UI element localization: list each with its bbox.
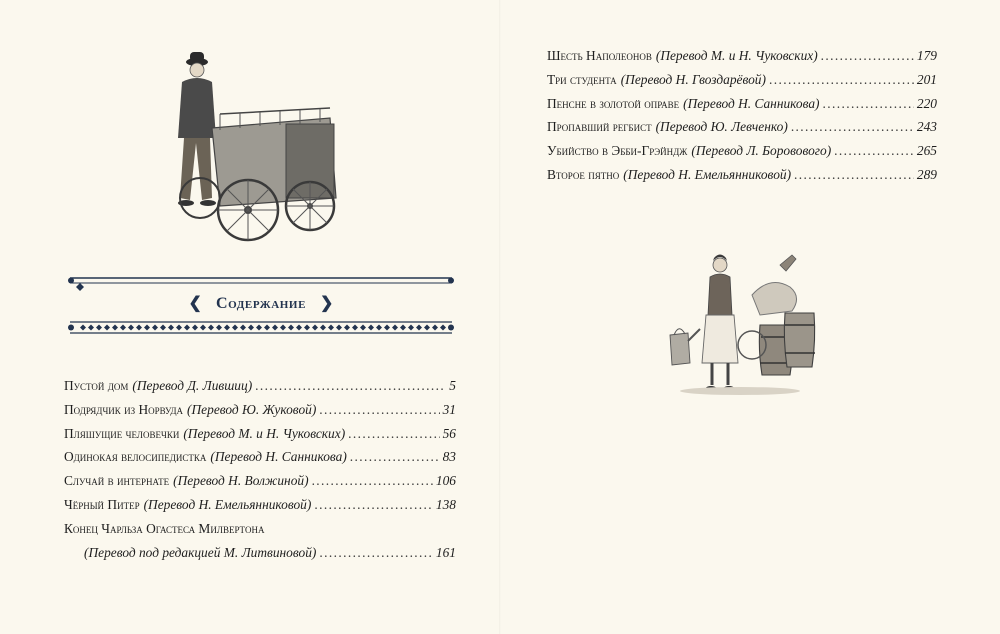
toc-entry-page: 161 — [435, 544, 456, 560]
toc-entry-page: 5 — [449, 378, 456, 393]
toc-entry-title: Одинокая велосипедистка — [64, 449, 207, 465]
toc-leader — [319, 545, 433, 561]
toc-entry-title: Второе пятно — [547, 166, 620, 182]
ornament-bead — [296, 325, 302, 331]
ornament-bead — [320, 325, 326, 331]
ornament-bead — [424, 325, 430, 331]
ornament-bead — [376, 325, 382, 331]
toc-leader — [823, 96, 914, 112]
ornament-bead — [280, 325, 286, 331]
ornament-bead — [256, 325, 262, 331]
toc-entry — [64, 497, 456, 521]
chevron-right-icon: ❯ — [320, 295, 334, 312]
ornament-bead — [360, 325, 366, 331]
ornament-bead — [152, 325, 158, 331]
toc-entry-translator: (Перевод Н. Емельянниковой) — [143, 496, 312, 512]
toc-entry — [547, 96, 937, 120]
cart-illustration — [160, 48, 350, 248]
chevron-left-icon: ❮ — [188, 295, 202, 312]
toc-entry — [547, 167, 937, 191]
ornament-bead — [200, 325, 206, 331]
ornament-bead — [216, 325, 222, 331]
toc-leader — [314, 497, 433, 513]
ornament-bead — [176, 325, 182, 331]
toc-entry-translator: (Перевод Н. Волжиной) — [173, 473, 309, 489]
toc-leader — [350, 449, 440, 465]
toc-entry-title: Пустой дом — [64, 378, 129, 393]
right-page — [500, 0, 1000, 634]
toc-entry-title: Случай в интернате — [64, 473, 170, 489]
toc-left-list — [64, 378, 456, 568]
ornament-rule-bottom — [68, 318, 454, 338]
toc-entry-translator: (Перевод Н. Санникова) — [210, 449, 347, 465]
ornament-bead — [104, 325, 110, 331]
ornament-bead — [312, 325, 318, 331]
toc-entry-translator: (Перевод Н. Емельянниковой) — [623, 166, 792, 182]
toc-entry-page: 83 — [442, 449, 456, 465]
ornament-bead — [240, 325, 246, 331]
ornament-bead — [416, 325, 422, 331]
toc-entry — [64, 426, 456, 450]
toc-leader — [319, 402, 439, 418]
toc-entry-page: 220 — [916, 95, 937, 111]
ornament-bead — [304, 325, 310, 331]
ornament-bead — [392, 325, 398, 331]
toc-entry-page: 106 — [435, 473, 456, 489]
ornament-bead — [160, 325, 166, 331]
toc-entry-page: 201 — [916, 71, 937, 87]
toc-entry-page: 265 — [916, 143, 937, 159]
ornament-bead — [224, 325, 230, 331]
ornament-bead — [168, 325, 174, 331]
ornament-bead — [208, 325, 214, 331]
toc-leader — [348, 426, 439, 442]
toc-entry-title: Убийство в Эбби-Грэйндж — [547, 143, 688, 159]
toc-leader — [769, 72, 914, 88]
toc-leader — [794, 167, 914, 183]
toc-entry-page: 179 — [916, 48, 937, 63]
toc-entry — [64, 378, 456, 402]
toc-leader — [791, 119, 914, 135]
toc-entry — [547, 143, 937, 167]
toc-entry — [547, 48, 937, 72]
toc-entry — [64, 449, 456, 473]
toc-entry — [64, 473, 456, 497]
toc-entry-page: 243 — [916, 119, 937, 135]
toc-entry-title: Пенсне в золотой оправе — [547, 95, 680, 111]
toc-entry-title: Чёрный Питер — [64, 496, 140, 512]
toc-entry-translator: (Перевод Ю. Левченко) — [655, 119, 788, 135]
ornament-bead — [336, 325, 342, 331]
toc-entry-title: Пропавший регбист — [547, 119, 652, 135]
ornament-bead — [120, 325, 126, 331]
toc-entry-translator: (Перевод под редакцией М. Литвиновой) — [84, 544, 317, 560]
toc-entry — [547, 119, 937, 143]
toc-entry-translator: (Перевод Л. Боровового) — [691, 143, 832, 159]
toc-leader — [821, 48, 914, 64]
toc-entry-page: 289 — [916, 166, 937, 182]
ornament-bead — [192, 325, 198, 331]
ornament-bead — [440, 325, 446, 331]
ornament-bead — [264, 325, 270, 331]
toc-entry-translator: (Перевод М. и Н. Чуковских) — [183, 425, 346, 441]
ornament-bead — [328, 325, 334, 331]
toc-entry-page: 31 — [442, 401, 456, 417]
toc-entry-title: Подрядчик из Норвуда — [64, 401, 184, 417]
toc-leader — [255, 378, 446, 394]
ornament-bead — [384, 325, 390, 331]
toc-entry-continuation — [64, 545, 456, 569]
ornament-bead — [184, 325, 190, 331]
ornament-bead — [80, 325, 86, 331]
toc-leader — [834, 143, 914, 159]
toc-entry-translator: (Перевод Ю. Жуковой) — [187, 401, 317, 417]
contents-heading — [68, 291, 454, 317]
toc-entry-translator: (Перевод Н. Гвоздарёвой) — [620, 71, 766, 87]
toc-entry-page: 56 — [442, 425, 456, 441]
toc-leader — [312, 473, 433, 489]
toc-entry-title: Конец Чарльза Огастеса Милвертона — [64, 520, 265, 536]
toc-entry-translator: (Перевод Д. Лившиц) — [132, 378, 253, 393]
ornament-bead — [232, 325, 238, 331]
ornament-bead — [344, 325, 350, 331]
toc-entry-translator: (Перевод Н. Санникова) — [683, 95, 820, 111]
ornament-bead — [272, 325, 278, 331]
ornament-bead — [144, 325, 150, 331]
toc-entry-title: Шесть Наполеонов — [547, 48, 652, 63]
toc-entry-translator: (Перевод М. и Н. Чуковских) — [655, 48, 818, 63]
toc-entry — [547, 72, 937, 96]
ornament-bead — [112, 325, 118, 331]
ornament-bead — [96, 325, 102, 331]
ornament-rule-top — [68, 272, 454, 292]
ornament-bead — [432, 325, 438, 331]
toc-right-list — [547, 48, 937, 191]
ornament-bead — [248, 325, 254, 331]
ornament-bead — [88, 325, 94, 331]
toc-entry — [64, 521, 456, 545]
ornament-bead — [368, 325, 374, 331]
barrels-illustration — [660, 245, 820, 405]
toc-entry-title: Три студента — [547, 71, 617, 87]
ornament-bead — [352, 325, 358, 331]
toc-entry-page: 138 — [435, 496, 456, 512]
ornament-bead — [408, 325, 414, 331]
contents-title: Содержание — [215, 295, 307, 312]
ornament-bead — [288, 325, 294, 331]
ornament-bead — [136, 325, 142, 331]
toc-entry-title: Пляшущие человечки — [64, 425, 180, 441]
toc-entry — [64, 402, 456, 426]
ornament-bead — [128, 325, 134, 331]
ornament-bead — [400, 325, 406, 331]
